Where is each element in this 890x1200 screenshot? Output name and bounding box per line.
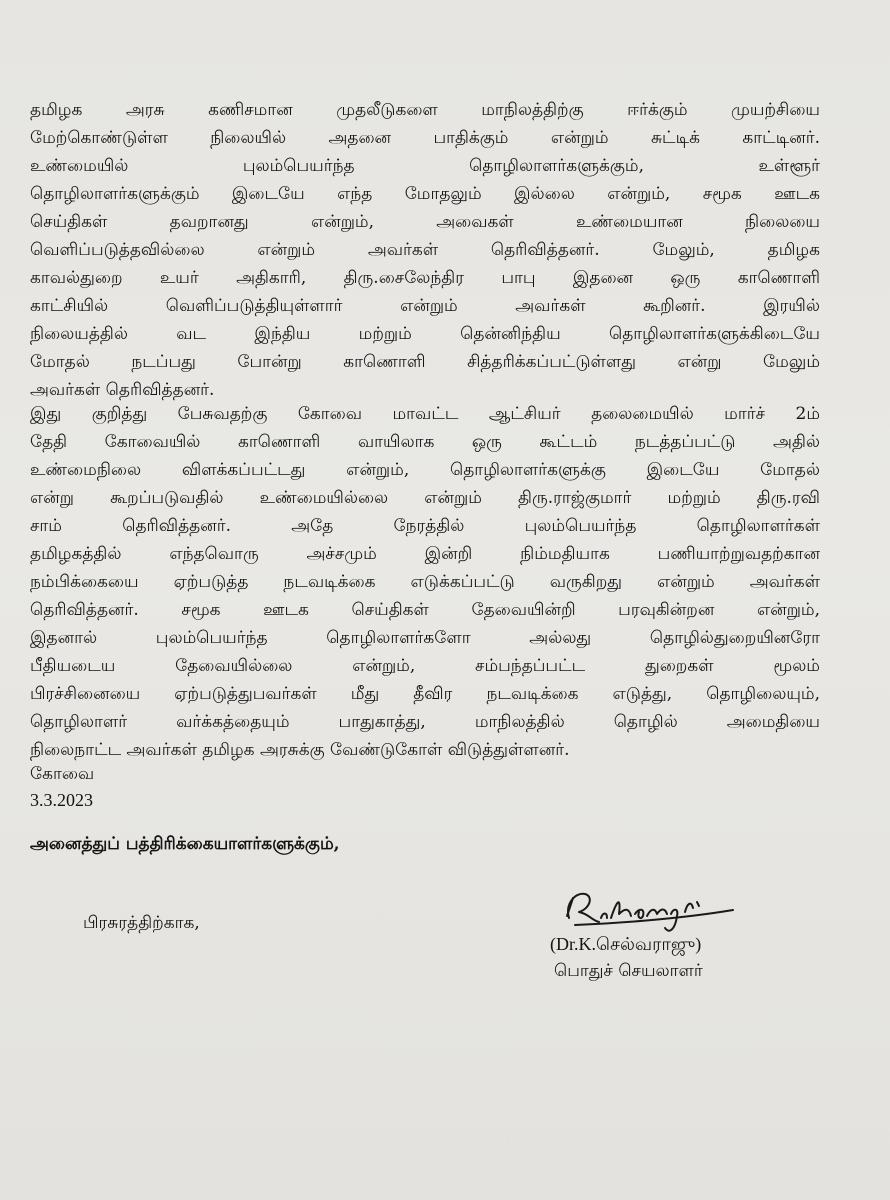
text-line: உண்மையில் புலம்பெயர்ந்த தொழிலாளர்களுக்கும், உள்ளூர் — [30, 156, 820, 176]
text-line: என்று கூறப்படுவதில் உண்மையில்லை என்றும் திரு.ராஜ்குமார் மற்றும் திரு.ரவி — [30, 488, 820, 508]
text-line: சாம் தெரிவித்தனர். அதே நேரத்தில் புலம்பெயர்ந்த தொழிலாளர்கள் — [30, 516, 820, 536]
text-line: அவர்கள் தெரிவித்தனர். — [30, 380, 215, 400]
body-paragraph-1 — [30, 96, 820, 404]
text-line: உண்மைநிலை விளக்கப்பட்டது என்றும், தொழிலாளர்களுக்கு இடையே மோதல் — [30, 460, 820, 480]
text-line: நம்பிக்கையை ஏற்படுத்த நடவடிக்கை எடுக்கப்பட்டு வருகிறது என்றும் அவர்கள் — [30, 572, 820, 592]
text-line: தமிழகத்தில் எந்தவொரு அச்சமும் இன்றி நிம்மதியாக பணியாற்றுவதற்கான — [30, 544, 820, 564]
text-line: காட்சியில் வெளிப்படுத்தியுள்ளார் என்றும் அவர்கள் கூறினர். இரயில் — [30, 296, 820, 316]
text-line: இதனால் புலம்பெயர்ந்த தொழிலாளர்களோ அல்லது தொழில்துறையினரோ — [30, 628, 820, 648]
text-line: தொழிலாளர் வர்க்கத்தையும் பாதுகாத்து, மாநிலத்தில் தொழில் அமைதியை — [30, 712, 820, 732]
signatory-name: (Dr.K.செல்வராஜு) — [550, 934, 702, 954]
signatory-title: பொதுச் செயலாளர் — [554, 961, 703, 981]
text-line: வெளிப்படுத்தவில்லை என்றும் அவர்கள் தெரிவித்தனர். மேலும், தமிழக — [30, 240, 820, 260]
handwritten-signature — [555, 878, 740, 938]
text-line: தமிழக அரசு கணிசமான முதலீடுகளை மாநிலத்திற்கு ஈர்க்கும் முயற்சியை — [30, 100, 820, 120]
text-line: மேற்கொண்டுள்ள நிலையில் அதனை பாதிக்கும் என்றும் சுட்டிக் காட்டினர். — [30, 128, 820, 148]
text-line: மோதல் நடப்பது போன்று காணொளி சித்தரிக்கப்பட்டுள்ளது என்று மேலும் — [30, 352, 820, 372]
text-line: காவல்துறை உயர் அதிகாரி, திரு.சைலேந்திர பாபு இதனை ஒரு காணொளி — [30, 268, 820, 288]
text-line: செய்திகள் தவறானது என்றும், அவைகள் உண்மையான நிலையை — [30, 212, 820, 232]
date-line: 3.3.2023 — [30, 790, 93, 810]
text-line: தொழிலாளர்களுக்கும் இடையே எந்த மோதலும் இல்லை என்றும், சமூக ஊடக — [30, 184, 820, 204]
text-line: பிரச்சினையை ஏற்படுத்துபவர்கள் மீது தீவிர நடவடிக்கை எடுத்து, தொழிலையும், — [30, 684, 820, 704]
body-paragraph-2 — [30, 400, 820, 764]
text-line: தேதி கோவையில் காணொளி வாயிலாக ஒரு கூட்டம் நடத்தப்பட்டு அதில் — [30, 432, 820, 452]
purpose-line: பிரசுரத்திற்காக, — [83, 913, 200, 933]
text-line: இது குறித்து பேசுவதற்கு கோவை மாவட்ட ஆட்சியர் தலைமையில் மார்ச் 2ம் — [30, 404, 820, 424]
text-line: நிலைநாட்ட அவர்கள் தமிழக அரசுக்கு வேண்டுகோள் விடுத்துள்ளனர். — [30, 740, 570, 760]
text-line: நிலையத்தில் வட இந்திய மற்றும் தென்னிந்திய தொழிலாளர்களுக்கிடையே — [30, 324, 820, 344]
place-line: கோவை — [30, 764, 95, 784]
text-line: தெரிவித்தனர். சமூக ஊடக செய்திகள் தேவையின்றி பரவுகின்றன என்றும், — [30, 600, 820, 620]
addressee-line: அனைத்துப் பத்திரிக்கையாளர்களுக்கும், — [30, 834, 340, 854]
text-line: பீதியடைய தேவையில்லை என்றும், சம்பந்தப்பட்ட துறைகள் மூலம் — [30, 656, 820, 676]
